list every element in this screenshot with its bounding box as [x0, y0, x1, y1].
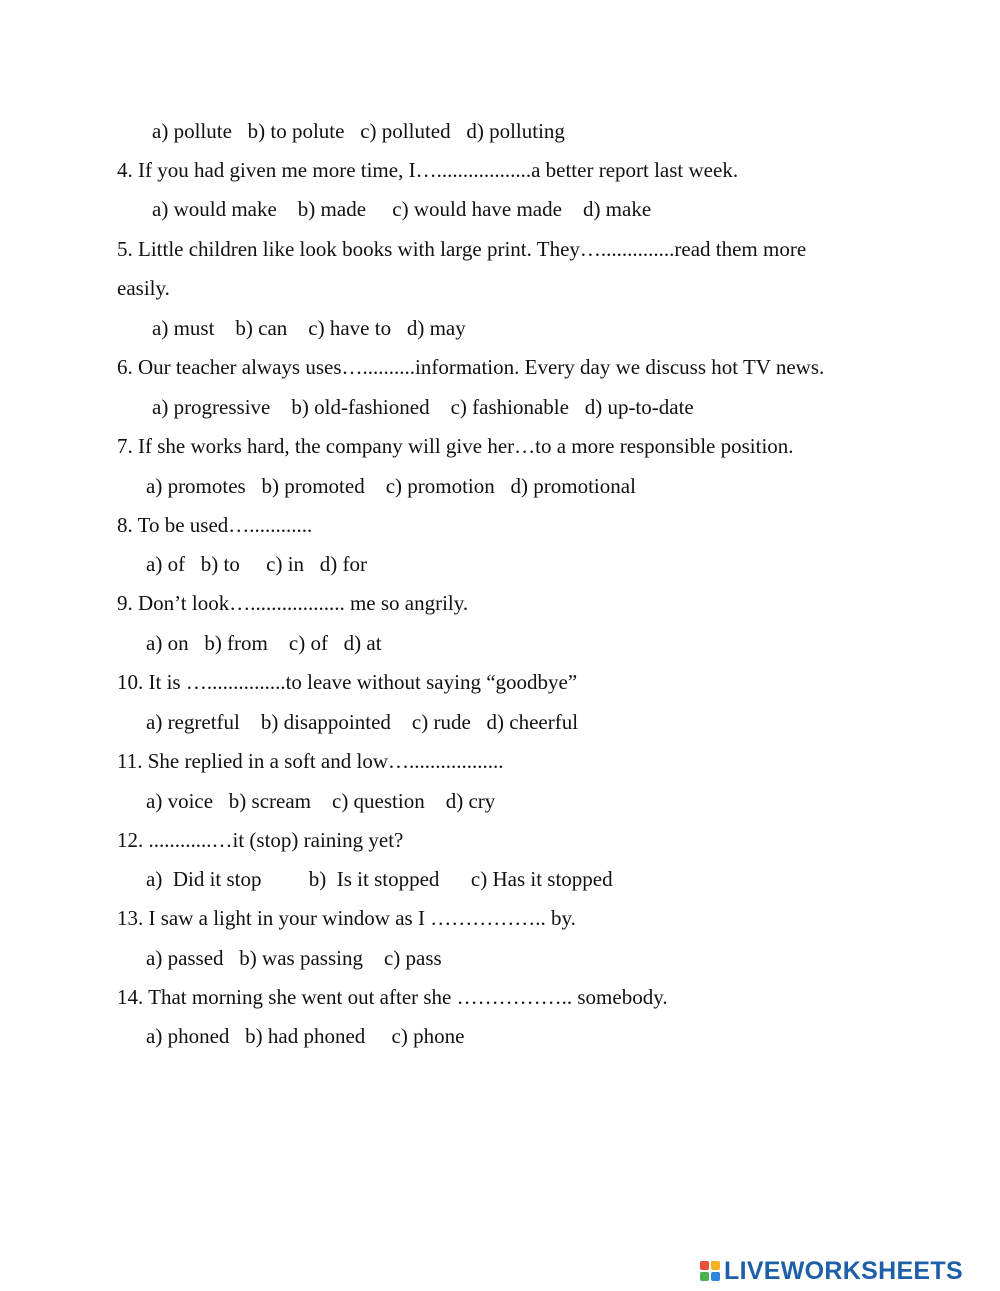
liveworksheets-logo — [700, 1257, 995, 1285]
question-11: 11. She replied in a soft and low….................. — [117, 749, 504, 773]
options-q6: a) progressive b) old-fashioned c) fashionable d) up-to-date — [152, 395, 694, 419]
logo-block — [711, 1272, 720, 1281]
options-q8: a) of b) to c) in d) for — [146, 552, 368, 576]
logo-block — [700, 1261, 709, 1270]
options-q9: a) on b) from c) of d) at — [146, 631, 382, 655]
options-q3: a) pollute b) to polute c) polluted d) polluting — [152, 119, 565, 143]
options-q5: a) must b) can c) have to d) may — [152, 316, 466, 340]
options-q14: a) phoned b) had phoned c) phone — [146, 1024, 465, 1048]
options-q12: a) Did it stop b) Is it stopped c) Has it stopped — [146, 867, 613, 891]
question-7: 7. If she works hard, the company will give her…to a more responsible position. — [117, 434, 794, 458]
question-4: 4. If you had given me more time, I…..................a better report last week. — [117, 158, 739, 182]
question-8: 8. To be used…............ — [117, 513, 313, 537]
options-q11: a) voice b) scream c) question d) cry — [146, 789, 496, 813]
options-q10: a) regretful b) disappointed c) rude d) cheerful — [146, 710, 579, 734]
options-q13: a) passed b) was passing c) pass — [146, 946, 442, 970]
question-12: 12. ............…it (stop) raining yet? — [117, 828, 404, 852]
question-13: 13. I saw a light in your window as I …………….. by. — [117, 906, 576, 930]
logo-block — [700, 1272, 709, 1281]
question-10: 10. It is …...............to leave without saying “goodbye” — [117, 670, 578, 694]
options-q4: a) would make b) made c) would have made d) make — [152, 197, 652, 221]
question-6: 6. Our teacher always uses…..........information. Every day we discuss hot TV news. — [117, 355, 825, 379]
logo-block — [711, 1261, 720, 1270]
logo-blocks-icon — [700, 1261, 720, 1281]
options-q7: a) promotes b) promoted c) promotion d) promotional — [146, 474, 636, 498]
question-14: 14. That morning she went out after she …………….. somebody. — [117, 985, 668, 1009]
logo-text: LIVEWORKSHEETS — [724, 1257, 963, 1285]
question-5: 5. Little children like look books with large print. They…..............read them more — [117, 237, 807, 261]
question-5-continued: easily. — [117, 276, 170, 300]
question-9: 9. Don’t look….................. me so angrily. — [117, 591, 469, 615]
